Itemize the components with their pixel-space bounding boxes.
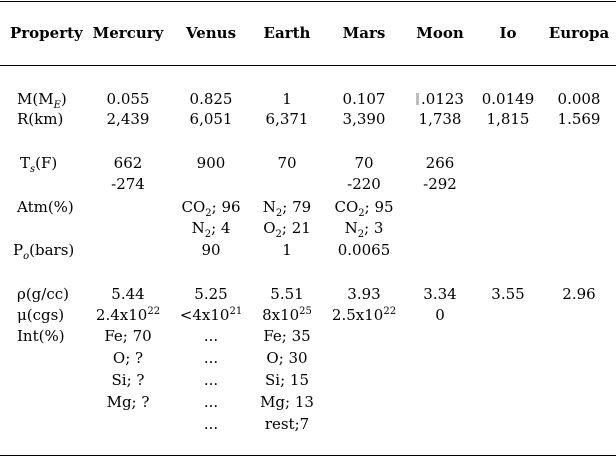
mass-venus: 0.825 [189, 90, 233, 108]
header-europa: Europa [548, 24, 610, 42]
temp-mercury-low: -274 [111, 175, 145, 193]
interior-venus-4: ... [203, 393, 219, 411]
header-earth: Earth [263, 24, 311, 42]
interior-venus-1: ... [203, 327, 219, 345]
density-earth: 5.51 [270, 285, 304, 303]
moment-moon: 0 [435, 306, 445, 324]
interior-venus-2: ... [203, 349, 219, 367]
pressure-mars: 0.0065 [337, 241, 391, 259]
header-venus: Venus [185, 24, 237, 42]
header-rule [0, 65, 616, 66]
interior-mercury-2: O; ? [112, 349, 144, 367]
label-interior: Int(%) [17, 327, 65, 345]
interior-earth-3: Si; 15 [265, 371, 309, 389]
pressure-venus: 90 [201, 241, 221, 259]
interior-venus-3: ... [203, 371, 219, 389]
label-density: ρ(g/cc) [17, 285, 69, 303]
header-mercury: Mercury [92, 24, 164, 42]
atm-mars-1: $CO_2$; 95 [334, 198, 394, 219]
mass-moon: .0123 [416, 91, 464, 107]
mass-europa: 0.008 [557, 90, 601, 108]
radius-europa: 1.569 [557, 110, 601, 128]
temp-earth: 70 [277, 154, 297, 172]
atm-earth-1: $N_2$; 79 [262, 198, 312, 219]
density-moon: 3.34 [423, 285, 457, 303]
label-radius: R(km) [17, 110, 64, 128]
moment-venus: $<4x10^{21}$ [179, 306, 243, 324]
bottom-rule [0, 455, 616, 456]
temp-venus: 900 [196, 154, 226, 172]
moment-earth: $8x10^{25}$ [262, 306, 312, 324]
density-io: 3.55 [491, 285, 525, 303]
density-venus: 5.25 [194, 285, 228, 303]
interior-earth-4: Mg; 13 [260, 393, 314, 411]
header-moon: Moon [416, 24, 464, 42]
interior-mercury-1: Fe; 70 [104, 327, 152, 345]
label-pressure: $P_o(bars)$ [13, 241, 75, 262]
label-moment: μ(cgs) [17, 306, 65, 324]
interior-venus-5: ... [203, 415, 219, 433]
radius-earth: 6,371 [265, 110, 309, 128]
temp-moon-low: -292 [423, 175, 457, 193]
radius-mercury: 2,439 [106, 110, 150, 128]
radius-io: 1,815 [486, 110, 530, 128]
temp-mercury-high: 662 [113, 154, 143, 172]
pressure-earth: 1 [282, 241, 292, 259]
density-europa: 2.96 [562, 285, 596, 303]
atm-earth-2: $O_2$; 21 [263, 219, 311, 240]
atm-mars-2: $N_2$; 3 [344, 219, 384, 240]
interior-mercury-4: Mg; ? [106, 393, 150, 411]
temp-moon-high: 266 [425, 154, 455, 172]
radius-mars: 3,390 [342, 110, 386, 128]
header-io: Io [499, 24, 517, 42]
label-atmosphere: Atm(%) [17, 198, 74, 216]
top-rule [0, 1, 616, 2]
temp-mars-low: -220 [347, 175, 381, 193]
cursor-mark [416, 93, 419, 105]
interior-mercury-3: Si; ? [111, 371, 145, 389]
temp-mars-high: 70 [354, 154, 374, 172]
header-property: Property [10, 24, 83, 42]
interior-earth-5: rest;7 [264, 415, 310, 433]
moment-mercury: $2.4x10^{22}$ [95, 306, 161, 324]
atm-venus-2: $N_2$; 4 [191, 219, 231, 240]
mass-earth: 1 [282, 90, 292, 108]
label-temperature: $T_s(F)$ [20, 154, 58, 175]
density-mars: 3.93 [347, 285, 381, 303]
atm-venus-1: $CO_2$; 96 [181, 198, 241, 219]
label-mass: $M(M_E)$ [17, 90, 67, 111]
moment-mars: $2.5x10^{22}$ [331, 306, 397, 324]
interior-earth-1: Fe; 35 [263, 327, 311, 345]
mass-io: 0.0149 [481, 90, 535, 108]
density-mercury: 5.44 [111, 285, 145, 303]
radius-moon: 1,738 [418, 110, 462, 128]
mass-mercury: 0.055 [106, 90, 150, 108]
radius-venus: 6,051 [189, 110, 233, 128]
interior-earth-2: O; 30 [266, 349, 308, 367]
header-mars: Mars [342, 24, 386, 42]
mass-mars: 0.107 [342, 90, 386, 108]
